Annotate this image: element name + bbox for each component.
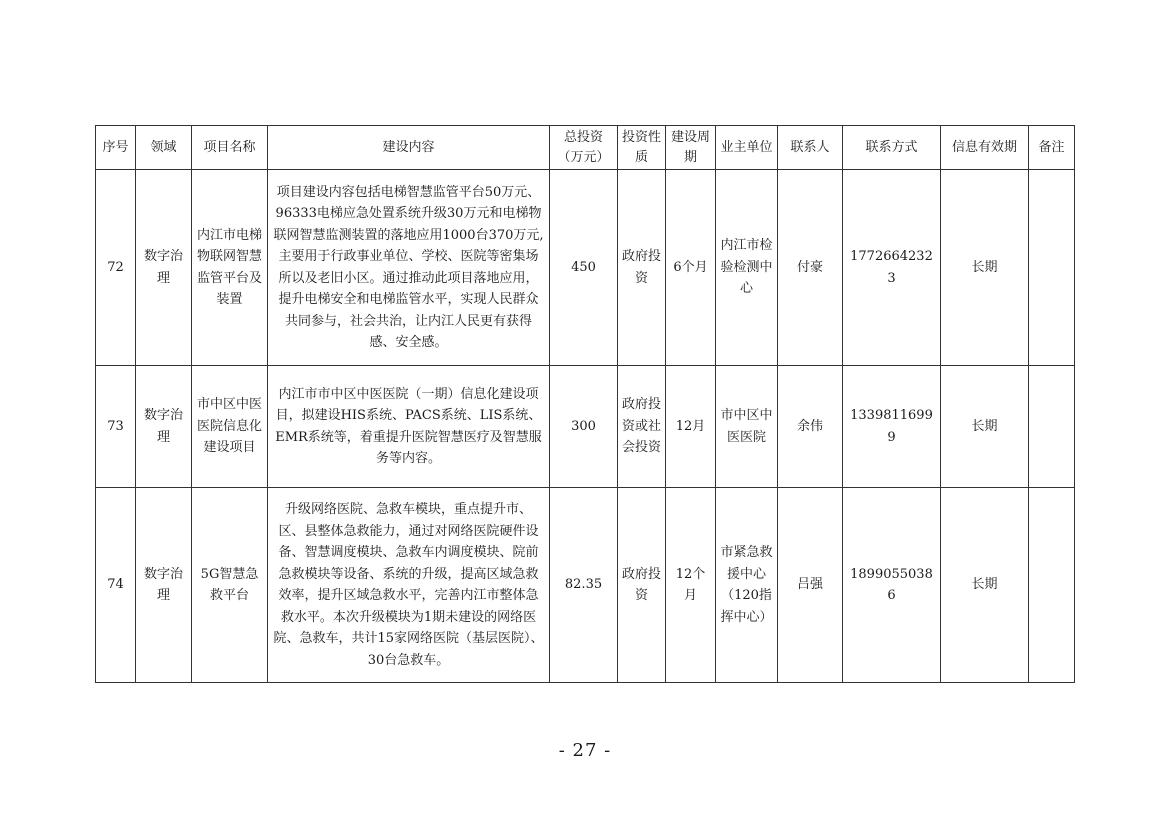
header-project-name: 项目名称 (192, 126, 268, 170)
cell-field: 数字治理 (136, 488, 192, 683)
cell-content: 内江市市中区中医医院（一期）信息化建设项目，拟建设HIS系统、PACS系统、LIS系统、EMR系统等，着重提升医院智慧医疗及智慧服务等内容。 (268, 366, 550, 488)
header-nature: 投资性质 (618, 126, 666, 170)
cell-validity: 长期 (941, 366, 1029, 488)
cell-seq: 72 (96, 170, 136, 366)
cell-project-name: 内江市电梯物联网智慧监管平台及装置 (192, 170, 268, 366)
table-row (96, 488, 1075, 683)
header-investment: 总投资（万元） (550, 126, 618, 170)
header-field: 领域 (136, 126, 192, 170)
cell-nature: 政府投资 (618, 170, 666, 366)
cell-investment: 300 (550, 366, 618, 488)
table-row (96, 366, 1075, 488)
cell-investment: 82.35 (550, 488, 618, 683)
cell-seq: 74 (96, 488, 136, 683)
project-table (95, 125, 1075, 683)
cell-field: 数字治理 (136, 170, 192, 366)
header-period: 建设周期 (666, 126, 716, 170)
table-header-row (96, 126, 1075, 170)
page-number: - 27 - (558, 740, 612, 761)
cell-phone: 13398116999 (843, 366, 941, 488)
cell-field: 数字治理 (136, 366, 192, 488)
cell-project-name: 5G智慧急救平台 (192, 488, 268, 683)
cell-nature: 政府投资 (618, 488, 666, 683)
cell-period: 6个月 (666, 170, 716, 366)
cell-phone: 17726642323 (843, 170, 941, 366)
header-remarks: 备注 (1029, 126, 1075, 170)
cell-contact: 付豪 (778, 170, 843, 366)
cell-nature: 政府投资或社会投资 (618, 366, 666, 488)
cell-content: 项目建设内容包括电梯智慧监管平台50万元、96333电梯应急处置系统升级30万元和电梯物联网智慧监测装置的落地应用1000台370万元,主要用于行政事业单位、学校、医院等密集场所以及老旧小区。通过推动此项目落地应用，提升电梯安全和电梯监管水平，实现人民群众共同参与，社会共治，让内江人民更有获得感、安全感。 (268, 170, 550, 366)
cell-investment: 450 (550, 170, 618, 366)
header-content: 建设内容 (268, 126, 550, 170)
header-contact: 联系人 (778, 126, 843, 170)
cell-project-name: 市中区中医医院信息化建设项目 (192, 366, 268, 488)
cell-validity: 长期 (941, 488, 1029, 683)
cell-period: 12个月 (666, 488, 716, 683)
cell-owner: 内江市检验检测中心 (716, 170, 778, 366)
cell-content: 升级网络医院、急救车模块，重点提升市、区、县整体急救能力，通过对网络医院硬件设备、智慧调度模块、急救车内调度模块、院前急救模块等设备、系统的升级，提高区域急救效率，提升区域急救水平，完善内江市整体急救水平。本次升级模块为1期未建设的网络医院、急救车，共计15家网络医院（基层医院）、30台急救车。 (268, 488, 550, 683)
cell-remarks (1029, 488, 1075, 683)
header-validity: 信息有效期 (941, 126, 1029, 170)
cell-period: 12月 (666, 366, 716, 488)
table-row (96, 170, 1075, 366)
cell-remarks (1029, 366, 1075, 488)
cell-remarks (1029, 170, 1075, 366)
header-seq: 序号 (96, 126, 136, 170)
cell-contact: 吕强 (778, 488, 843, 683)
header-owner: 业主单位 (716, 126, 778, 170)
header-phone: 联系方式 (843, 126, 941, 170)
cell-phone: 18990550386 (843, 488, 941, 683)
cell-validity: 长期 (941, 170, 1029, 366)
cell-contact: 余伟 (778, 366, 843, 488)
cell-seq: 73 (96, 366, 136, 488)
cell-owner: 市中区中医医院 (716, 366, 778, 488)
cell-owner: 市紧急救援中心（120指挥中心） (716, 488, 778, 683)
